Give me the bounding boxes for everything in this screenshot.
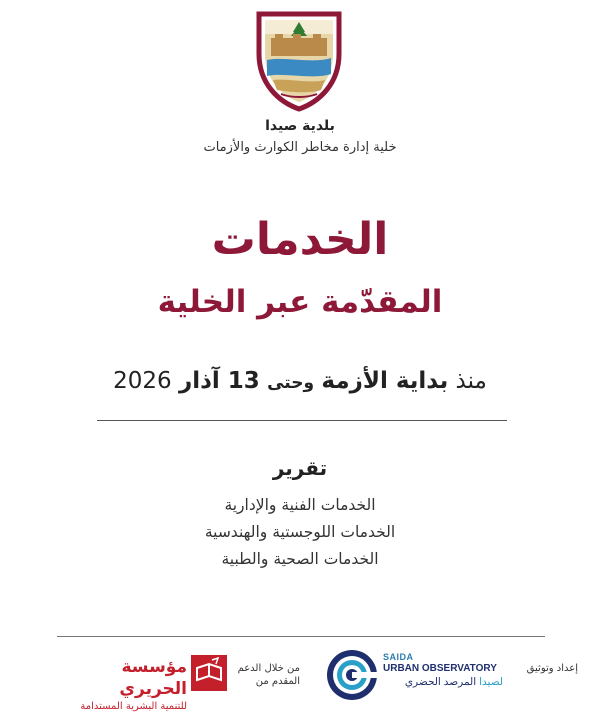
divider-top <box>97 420 507 421</box>
support-label: من خلال الدعم المقدم من <box>237 663 300 687</box>
service-item: الخدمات الفنية والإدارية <box>224 496 376 514</box>
observatory-en-2: URBAN OBSERVATORY <box>383 663 497 674</box>
observatory-ar-1: المرصد الحضري <box>404 676 477 688</box>
period-since: منذ <box>455 368 487 394</box>
prepared-label: إعداد وتوثيق <box>526 663 578 674</box>
period-end-date: 13 آذار <box>178 368 260 394</box>
hariri-text <box>55 656 187 714</box>
service-item: الخدمات الصحية والطبية <box>221 550 379 568</box>
municipality-name: بلدية صيدا <box>265 118 335 134</box>
observatory-ar-2: لصيدا <box>479 676 503 688</box>
foundation-name: مؤسسة الحريري <box>119 657 187 699</box>
period-year: 2026 <box>113 368 172 394</box>
service-item: الخدمات اللوجستية والهندسية <box>204 523 396 541</box>
saida-municipality-crest-icon <box>253 8 345 112</box>
hariri-foundation-logo-icon <box>190 654 228 692</box>
title-main: الخدمات <box>211 214 389 265</box>
services-list <box>0 492 600 573</box>
observatory-ar <box>383 676 503 688</box>
title-sub: المقدّمة عبر الخلية <box>157 284 443 320</box>
report-heading: تقرير <box>272 456 328 480</box>
period-start: بداية الأزمة <box>321 368 449 394</box>
cell-name: خلية إدارة مخاطر الكوارث والأزمات <box>203 140 397 155</box>
observatory-en-1: SAIDA <box>383 652 414 662</box>
urban-observatory-logo-icon <box>325 648 379 702</box>
observatory-text <box>383 652 503 688</box>
divider-bottom <box>57 636 545 637</box>
period-line <box>0 364 600 400</box>
period-until: وحتى <box>267 373 315 393</box>
foundation-sub: للتنمية البشرية المستدامة <box>80 701 187 712</box>
